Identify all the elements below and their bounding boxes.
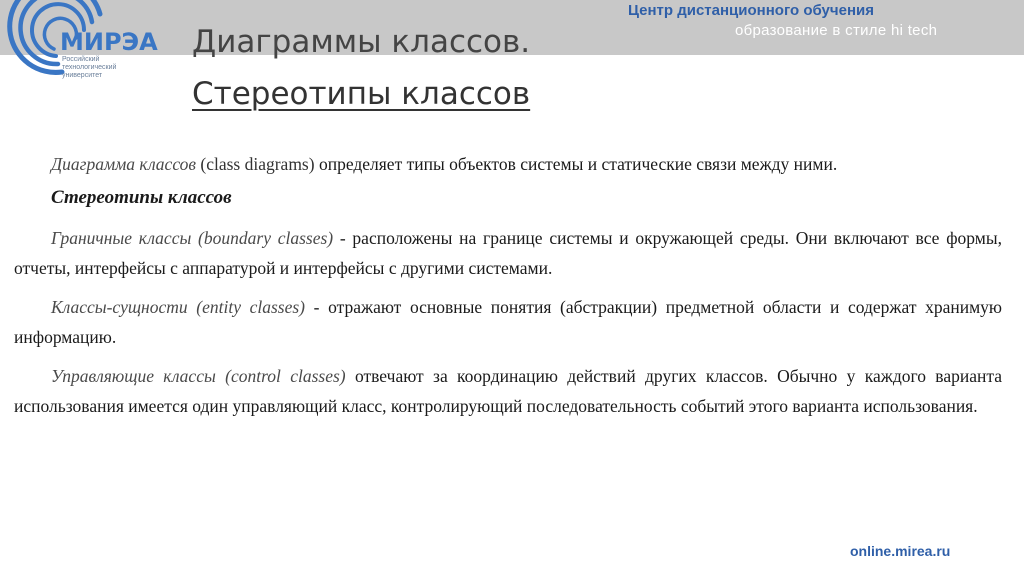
center-title: Центр дистанционного обучения xyxy=(628,2,874,19)
paragraph-control xyxy=(14,361,1002,421)
slide-title-line2: Стереотипы классов xyxy=(192,76,531,112)
intro-paragraph xyxy=(14,149,1002,179)
slide-content xyxy=(14,149,1002,430)
mirea-logo xyxy=(0,0,185,95)
slide-title-line1: Диаграммы классов. xyxy=(192,24,531,60)
paragraph-term: Управляющие классы (control classes) xyxy=(51,366,346,386)
logo-wordmark: МИРЭА xyxy=(60,28,158,56)
paragraph-entity xyxy=(14,292,1002,352)
logo-caption-3: университет xyxy=(62,72,103,79)
intro-paren: (class diagrams) xyxy=(200,154,315,174)
paragraph-text: - расположены на границе системы и окружающей среды. Они включают все формы, отчеты, интерфейсы с аппаратурой и интерфейсы с другими системами. xyxy=(14,228,1002,278)
paragraph-term: Граничные классы (boundary classes) xyxy=(51,228,334,248)
logo-caption-2: технологический xyxy=(62,64,117,71)
section-heading: Стереотипы классов xyxy=(51,187,232,208)
center-subtitle: образование в стиле hi tech xyxy=(735,22,938,39)
intro-text: определяет типы объектов системы и статические связи между ними. xyxy=(314,154,838,174)
logo-caption-1: Российский xyxy=(62,56,100,63)
paragraph-term: Классы-сущности (entity classes) xyxy=(51,297,305,317)
paragraph-text: - отражают основные понятия (абстракции) предметной области и содержат хранимую информацию. xyxy=(14,297,1002,347)
intro-term: Диаграмма классов xyxy=(51,154,196,174)
paragraph-boundary xyxy=(14,223,1002,283)
footer-site-link[interactable]: online.mirea.ru xyxy=(850,543,951,559)
paragraph-text: отвечают за координацию действий других классов. Обычно у каждого варианта использования имеется один управляющий класс, контролирующий последовательность событий этого варианта использования. xyxy=(14,366,1002,416)
